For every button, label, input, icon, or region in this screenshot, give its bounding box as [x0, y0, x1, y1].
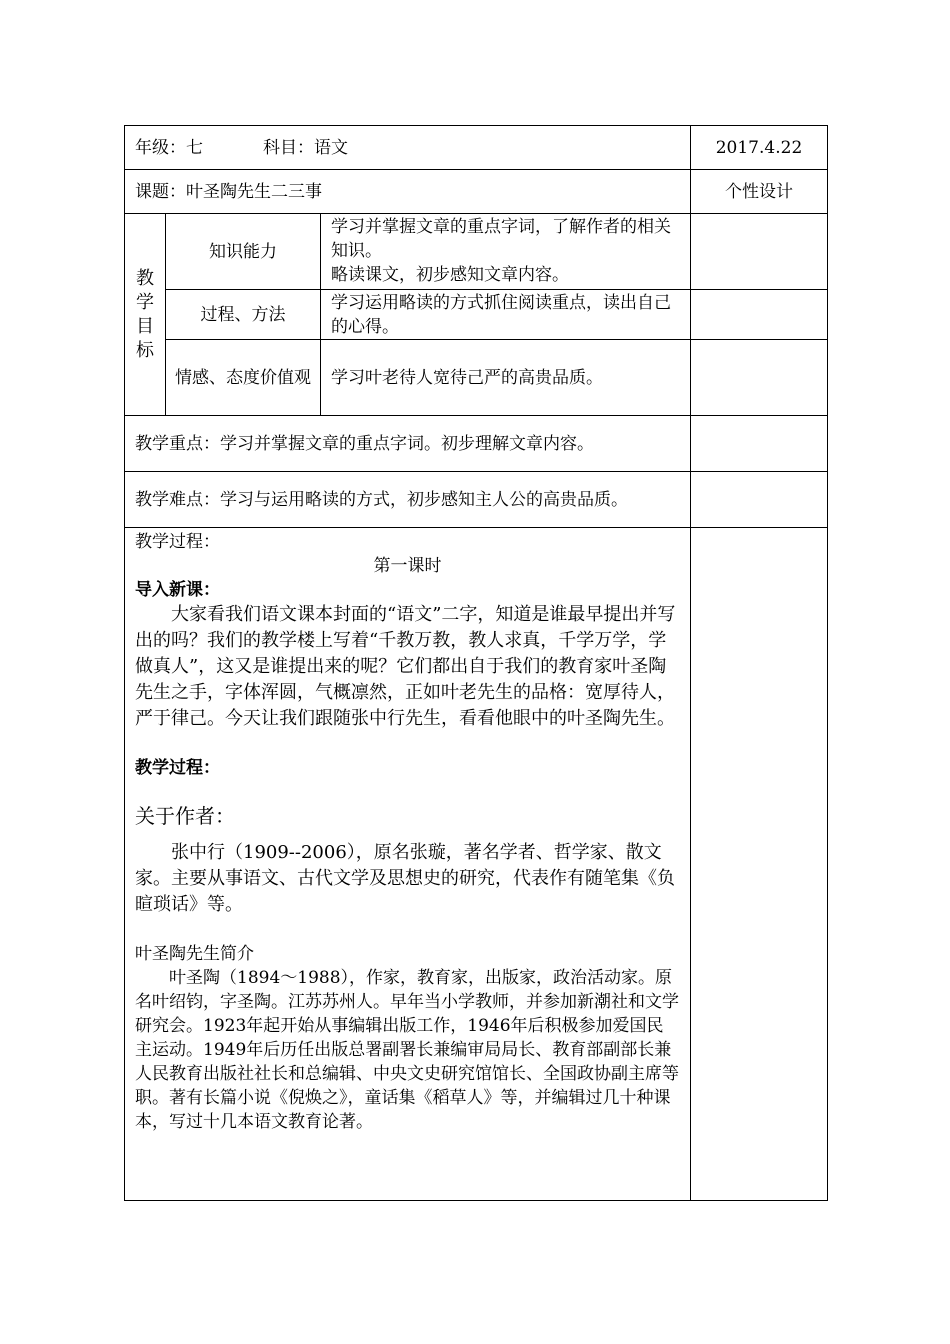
goal-row-process	[125, 290, 828, 340]
process-side	[691, 528, 828, 1201]
difficulty-cell: 教学难点：学习与运用略读的方式，初步感知主人公的高贵品质。	[125, 472, 691, 528]
date-cell: 2017.4.22	[691, 126, 828, 170]
author-text: 张中行（1909--2006），原名张璇，著名学者、哲学家、散文家。主要从事语文、古代文学及思想史的研究，代表作有随笔集《负暄琐话》等。	[135, 842, 675, 915]
goal-label-process: 过程、方法	[166, 290, 321, 340]
goal-text-process: 学习运用略读的方式抓住阅读重点，读出自己的心得。	[321, 290, 691, 340]
goal-side-emotion	[691, 340, 828, 416]
goal-row-emotion	[125, 340, 828, 416]
goal-label-emotion: 情感、态度价值观	[166, 340, 321, 416]
author-title: 关于作者：	[135, 804, 235, 828]
goal-text-emotion: 学习叶老待人宽待己严的高贵品质。	[321, 340, 691, 416]
process-cell	[125, 528, 691, 1201]
key-point-row	[125, 416, 828, 472]
intro-title: 导入新课：	[135, 580, 220, 600]
goal-side-process	[691, 290, 828, 340]
topic-cell: 课题：叶圣陶先生二三事	[125, 170, 691, 214]
header-row	[125, 126, 828, 170]
grade-subject-cell	[125, 126, 691, 170]
lesson-title: 第一课时	[373, 556, 442, 576]
lesson-plan-table	[124, 125, 828, 1201]
grade-label: 年级：七	[135, 137, 203, 158]
key-point-cell: 教学重点：学习并掌握文章的重点字词。初步理解文章内容。	[125, 416, 691, 472]
personal-design-header: 个性设计	[691, 170, 828, 214]
goal-side-knowledge	[691, 214, 828, 290]
ye-title: 叶圣陶先生简介	[135, 944, 254, 964]
difficulty-row	[125, 472, 828, 528]
goal-label-knowledge: 知识能力	[166, 214, 321, 290]
ye-text: 叶圣陶（1894～1988），作家，教育家，出版家，政治活动家。原名叶绍钧，字圣陶。江苏苏州人。早年当小学教师，并参加新潮社和文学研究会。1923年起开始从事编辑出版工作，1946年后积极参加爱国民主运动。1949年后历任出版总署副署长兼编审局局长、教育部副部长兼人民教育出版社社长和总编辑、中央文史研究馆馆长、全国政协副主席等职。著有长篇小说《倪焕之》，童话集《稻草人》等，并编辑过几十种课本，写过十几本语文教育论著。	[135, 968, 679, 1132]
key-point-side	[691, 416, 828, 472]
goal-text-knowledge: 学习并掌握文章的重点字词，了解作者的相关知识。 略读课文，初步感知文章内容。	[321, 214, 691, 290]
process-subtitle: 教学过程：	[135, 758, 220, 778]
process-row	[125, 528, 828, 1201]
difficulty-side	[691, 472, 828, 528]
process-heading: 教学过程：	[135, 532, 220, 552]
lesson-plan-sheet	[124, 125, 827, 1201]
topic-row	[125, 170, 828, 214]
intro-text: 大家看我们语文课本封面的“语文”二字，知道是谁最早提出并写出的吗？我们的教学楼上写着“千教万教，教人求真，千学万学，学做真人”，这又是谁提出来的呢？它们都出自于我们的教育家叶圣陶先生之手，字体浑圆，气概凛然，正如叶老先生的品格：宽厚待人，严于律己。今天让我们跟随张中行先生，看看他眼中的叶圣陶先生。	[135, 604, 676, 729]
subject-label: 科目：语文	[263, 137, 348, 158]
teaching-goals-title: 教 学 目 标	[125, 214, 166, 416]
goal-row-knowledge	[125, 214, 828, 290]
